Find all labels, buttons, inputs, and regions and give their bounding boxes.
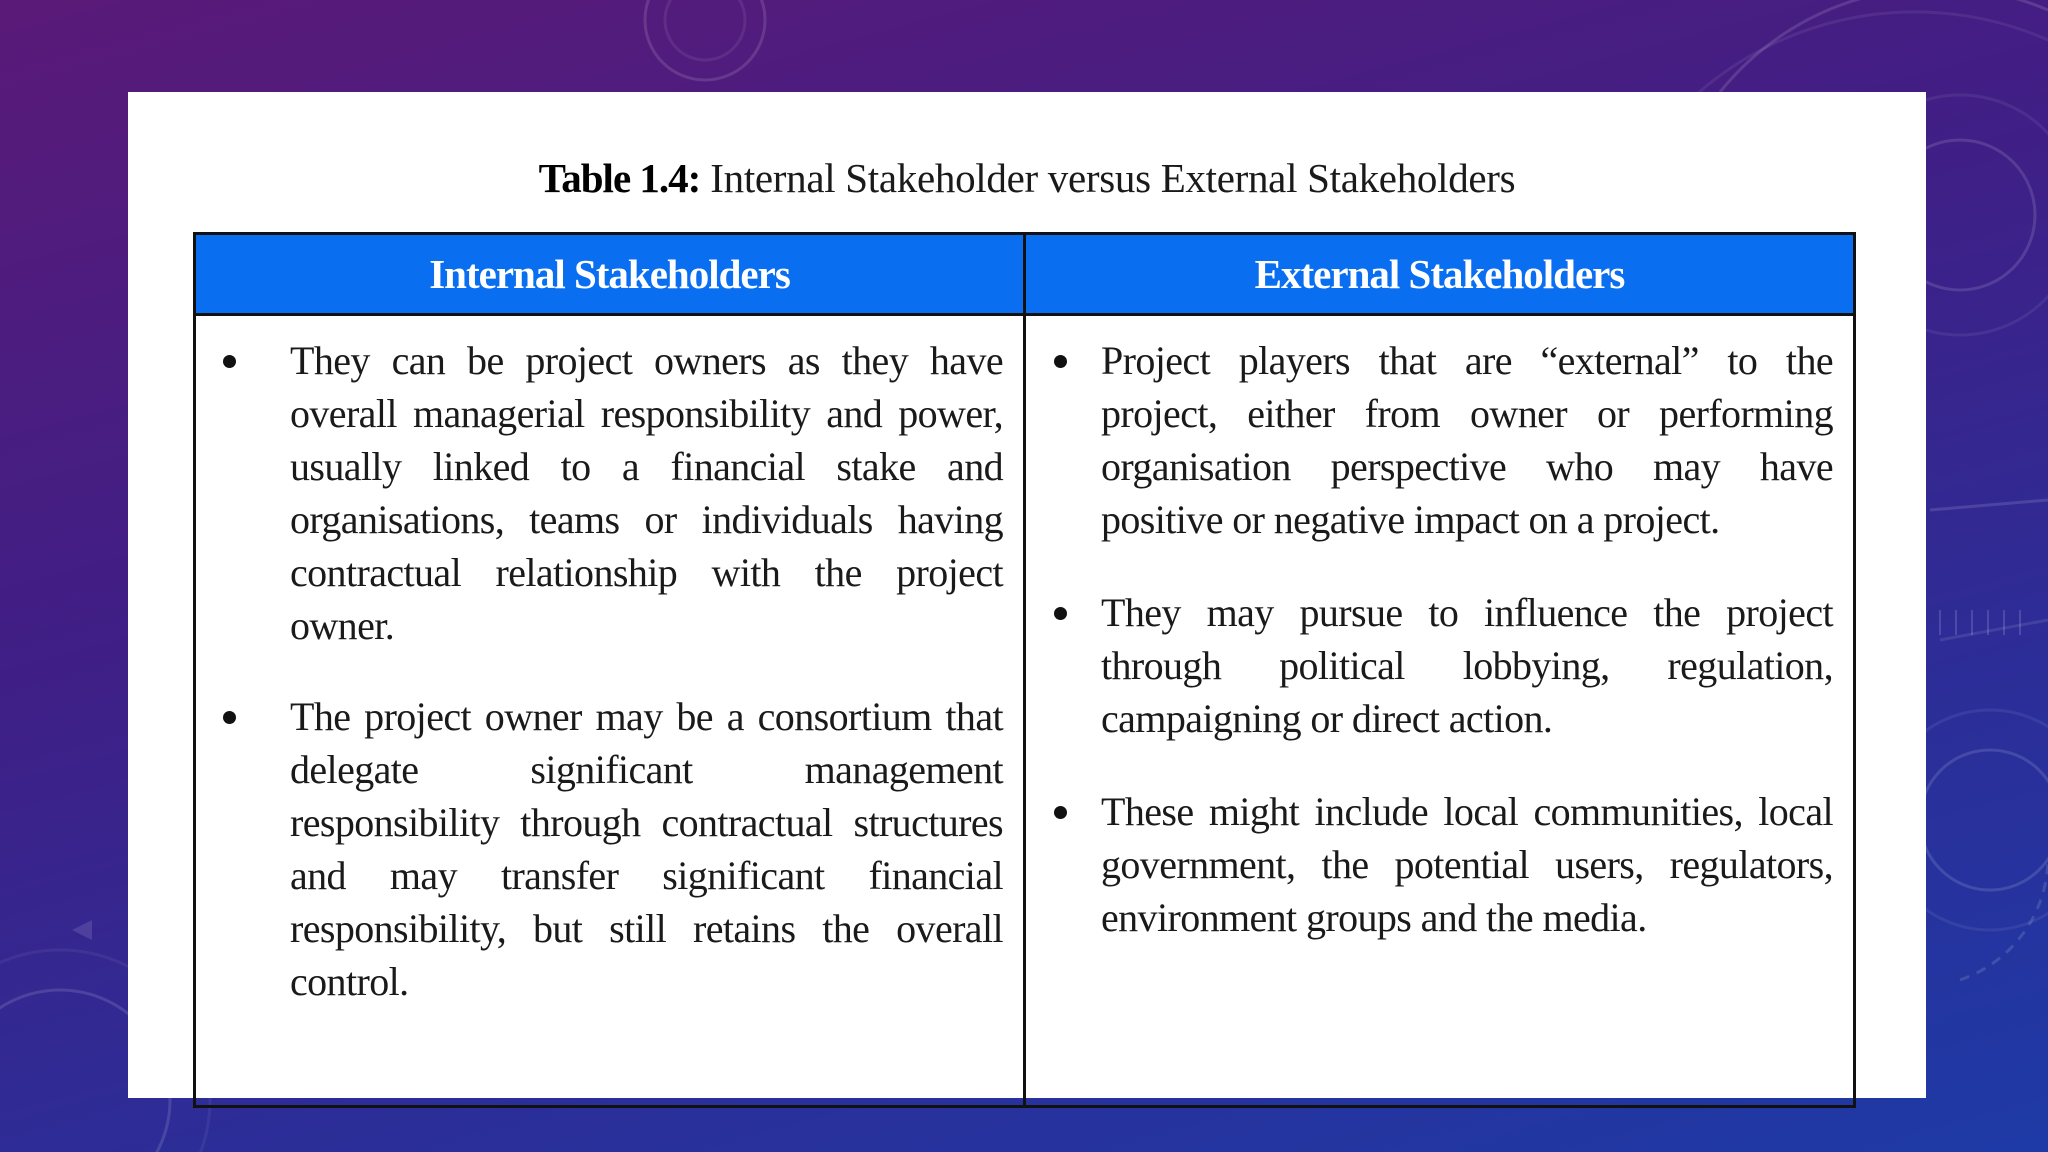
internal-bullet-list: [216, 334, 1003, 1008]
internal-point-1: They can be project owners as they have overall managerial responsibility and power, usually linked to a financial stake and organisations, teams or individuals having contractual relationship with the project owner.: [290, 338, 1003, 648]
header-internal-stakeholders: Internal Stakeholders: [195, 234, 1025, 315]
bullet-icon: [1054, 355, 1067, 368]
stakeholder-table: [193, 232, 1856, 1108]
bullet-icon: [223, 355, 236, 368]
list-item: [1046, 334, 1833, 546]
external-point-2: They may pursue to influence the project through political lobbying, regulation, campaigning or direct action.: [1101, 590, 1833, 741]
caption-text: Internal Stakeholder versus External Stakeholders: [700, 155, 1516, 201]
bullet-icon: [1054, 806, 1067, 819]
header-external-stakeholders: External Stakeholders: [1025, 234, 1855, 315]
table-caption: [128, 154, 1926, 202]
table-header-row: [195, 234, 1855, 315]
external-point-1: Project players that are “external” to the project, either from owner or performing organisation perspective who may have positive or negative impact on a project.: [1101, 338, 1833, 542]
external-bullet-list: [1046, 334, 1833, 944]
list-item: [216, 690, 1003, 1008]
bullet-icon: [223, 711, 236, 724]
internal-point-2: The project owner may be a consortium that delegate significant management responsibility through contractual structures and may transfer significant financial responsibility, but still retains the overall control.: [290, 694, 1003, 1004]
internal-stakeholders-cell: [195, 315, 1025, 1107]
list-item: [216, 334, 1003, 652]
slide-content-card: [128, 92, 1926, 1098]
bullet-icon: [1054, 607, 1067, 620]
table-row: [195, 315, 1855, 1107]
list-item: [1046, 586, 1833, 745]
caption-label: Table 1.4:: [538, 155, 701, 201]
external-stakeholders-cell: [1025, 315, 1855, 1107]
external-point-3: These might include local communities, local government, the potential users, regulators, environment groups and the media.: [1101, 789, 1833, 940]
list-item: [1046, 785, 1833, 944]
